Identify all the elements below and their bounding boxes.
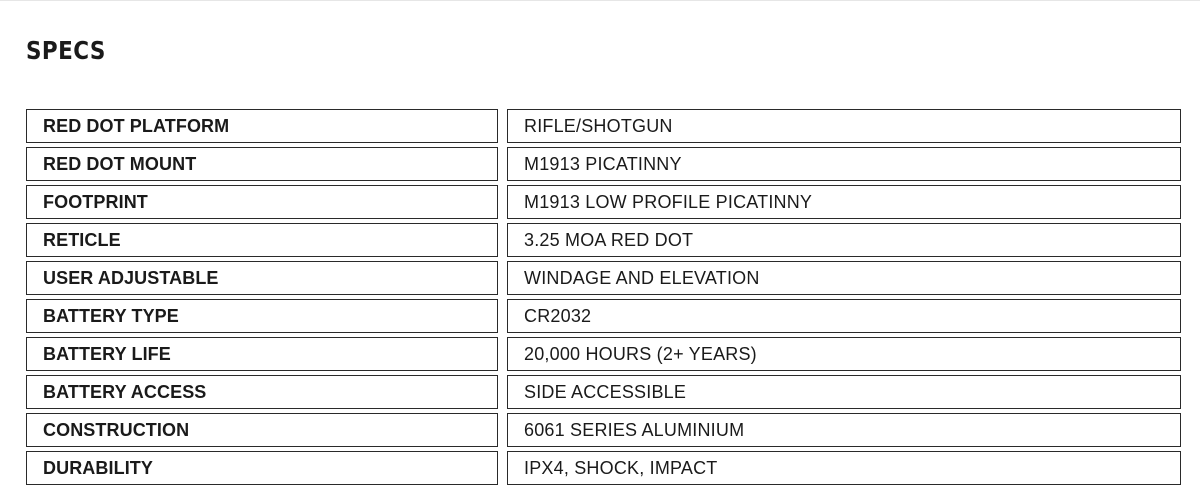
top-divider [0, 0, 1200, 1]
spec-row [26, 299, 1181, 333]
spec-value: M1913 LOW PROFILE PICATINNY [507, 185, 1181, 219]
spec-value: 6061 SERIES ALUMINIUM [507, 413, 1181, 447]
spec-value: RIFLE/SHOTGUN [507, 109, 1181, 143]
spec-row [26, 147, 1181, 181]
spec-value: WINDAGE AND ELEVATION [507, 261, 1181, 295]
spec-value: CR2032 [507, 299, 1181, 333]
spec-value: SIDE ACCESSIBLE [507, 375, 1181, 409]
spec-label: RED DOT PLATFORM [26, 109, 498, 143]
spec-row [26, 375, 1181, 409]
spec-row [26, 413, 1181, 447]
specs-table [26, 109, 1181, 489]
spec-row [26, 109, 1181, 143]
spec-label: RED DOT MOUNT [26, 147, 498, 181]
spec-row [26, 261, 1181, 295]
spec-row [26, 223, 1181, 257]
spec-label: BATTERY ACCESS [26, 375, 498, 409]
spec-value: IPX4, SHOCK, IMPACT [507, 451, 1181, 485]
spec-label: BATTERY LIFE [26, 337, 498, 371]
spec-row [26, 185, 1181, 219]
spec-label: USER ADJUSTABLE [26, 261, 498, 295]
spec-value: 3.25 MOA RED DOT [507, 223, 1181, 257]
section-title: SPECS [26, 36, 106, 65]
spec-label: RETICLE [26, 223, 498, 257]
spec-label: DURABILITY [26, 451, 498, 485]
spec-label: CONSTRUCTION [26, 413, 498, 447]
spec-label: FOOTPRINT [26, 185, 498, 219]
spec-value: M1913 PICATINNY [507, 147, 1181, 181]
spec-row [26, 337, 1181, 371]
spec-value: 20,000 HOURS (2+ YEARS) [507, 337, 1181, 371]
spec-label: BATTERY TYPE [26, 299, 498, 333]
spec-row [26, 451, 1181, 485]
